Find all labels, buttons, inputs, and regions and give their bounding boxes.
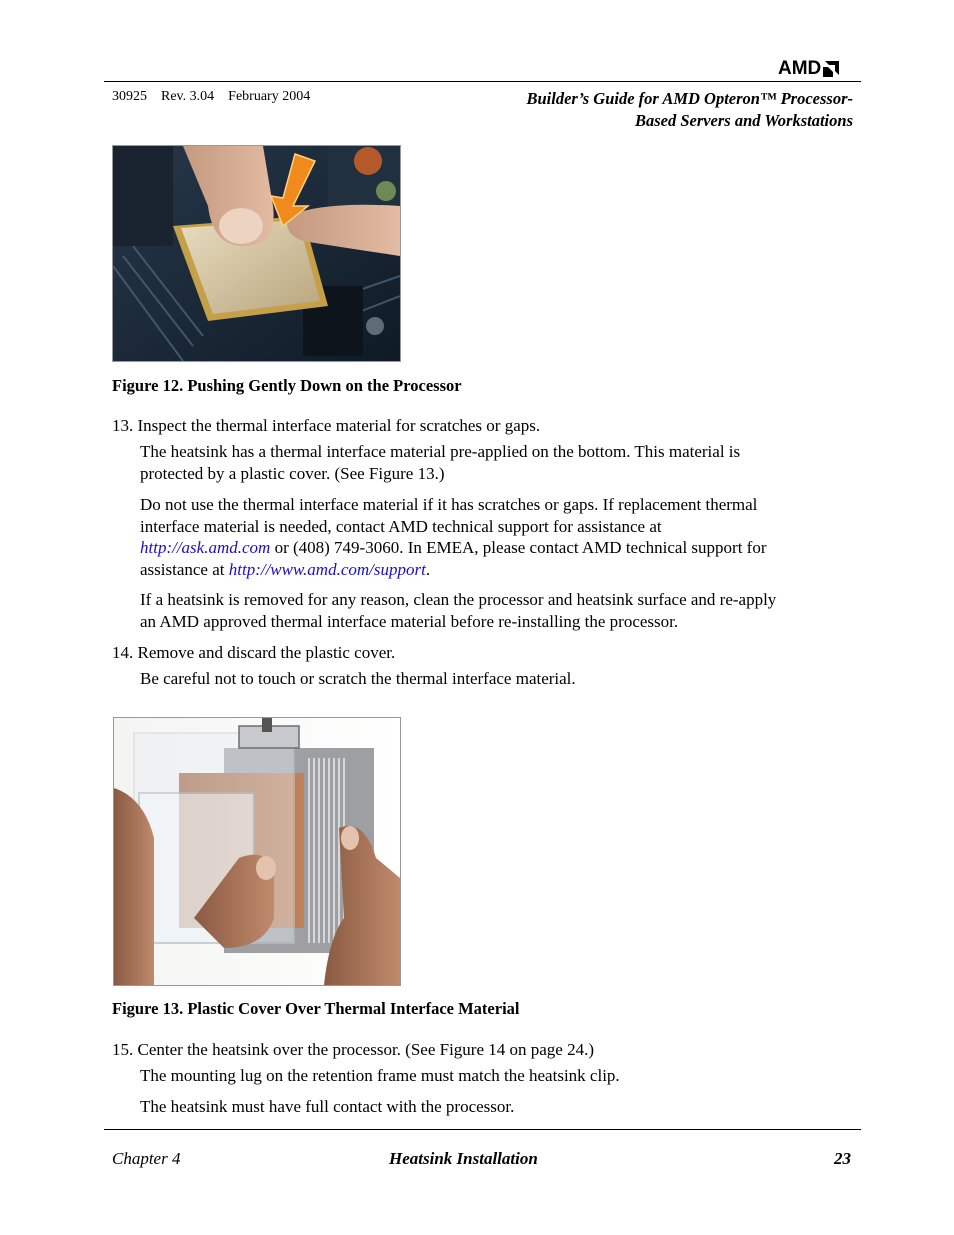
step13-para2-line4-start: assistance at: [140, 559, 229, 579]
heatsink-photo-illustration: [114, 718, 400, 985]
step13-para2-line4: [140, 559, 852, 581]
step14-number: 14.: [112, 643, 134, 662]
step13-para2-line4-end: .: [425, 559, 431, 579]
step14-text: Remove and discard the plastic cover.: [137, 643, 396, 662]
amd-logo-text: AMD: [778, 58, 822, 79]
amd-arrow-icon: [823, 61, 839, 77]
amd-support-link[interactable]: http://www.amd.com/support: [228, 559, 426, 579]
footer-chapter: Chapter 4: [112, 1149, 181, 1168]
step13-text: Inspect the thermal interface material for scratches or gaps.: [137, 416, 541, 435]
doc-info: [112, 89, 310, 105]
doc-id: 30925: [112, 89, 147, 104]
processor-photo-illustration: [113, 146, 400, 361]
step14: [112, 642, 395, 664]
step15-number: 15.: [112, 1040, 134, 1059]
step13-para3-line2: an AMD approved thermal interface material before re-installing the processor.: [140, 611, 679, 631]
step15-para1: The mounting lug on the retention frame must match the heatsink clip.: [140, 1066, 620, 1085]
header-rule: [104, 81, 861, 82]
doc-title-line1: Builder’s Guide for AMD Opteron™ Processor-: [526, 89, 853, 108]
step14-para1: Be careful not to touch or scratch the thermal interface material.: [140, 669, 576, 688]
footer-page-number: 23: [834, 1149, 851, 1168]
amd-logo: [778, 58, 858, 80]
step13-para3-line1: If a heatsink is removed for any reason, clean the processor and heatsink surface and re-apply: [140, 590, 777, 609]
step13-para1: [140, 441, 852, 484]
figure12-caption: Figure 12. Pushing Gently Down on the Processor: [112, 376, 462, 395]
step13-para1-line2: protected by a plastic cover. (See Figure 13.): [140, 463, 445, 483]
step13-para3: [140, 589, 852, 632]
doc-title-line2: Based Servers and Workstations: [634, 111, 853, 130]
step13-number: 13.: [112, 416, 134, 435]
doc-revision: Rev. 3.04: [161, 89, 215, 104]
step13-para2-line2: interface material is needed, contact AMD technical support for assistance at: [140, 516, 662, 536]
step13-para2-line3-rest: or (408) 749-3060. In EMEA, please contact AMD technical support for: [270, 538, 767, 558]
footer-rule: [104, 1129, 861, 1130]
step13: [112, 415, 540, 437]
doc-title: [527, 88, 854, 132]
step13-para2: [140, 494, 852, 580]
step13-para2-line1: Do not use the thermal interface material if it has scratches or gaps. If replacement thermal: [140, 495, 758, 514]
step13-para2-line3: [140, 537, 852, 559]
step15-para2: The heatsink must have full contact with the processor.: [140, 1097, 515, 1116]
figure13-caption: Figure 13. Plastic Cover Over Thermal Interface Material: [112, 999, 520, 1018]
doc-date: February 2004: [228, 89, 311, 104]
figure13-photo: [113, 717, 401, 986]
ask-amd-link[interactable]: http://ask.amd.com: [140, 538, 271, 558]
footer-section: Heatsink Installation: [389, 1149, 538, 1168]
figure12-photo: [112, 145, 401, 362]
step15: [112, 1039, 594, 1061]
step13-para1-line1: The heatsink has a thermal interface material pre-applied on the bottom. This material is: [140, 442, 741, 461]
step15-text: Center the heatsink over the processor. (See Figure 14 on page 24.): [137, 1040, 595, 1059]
